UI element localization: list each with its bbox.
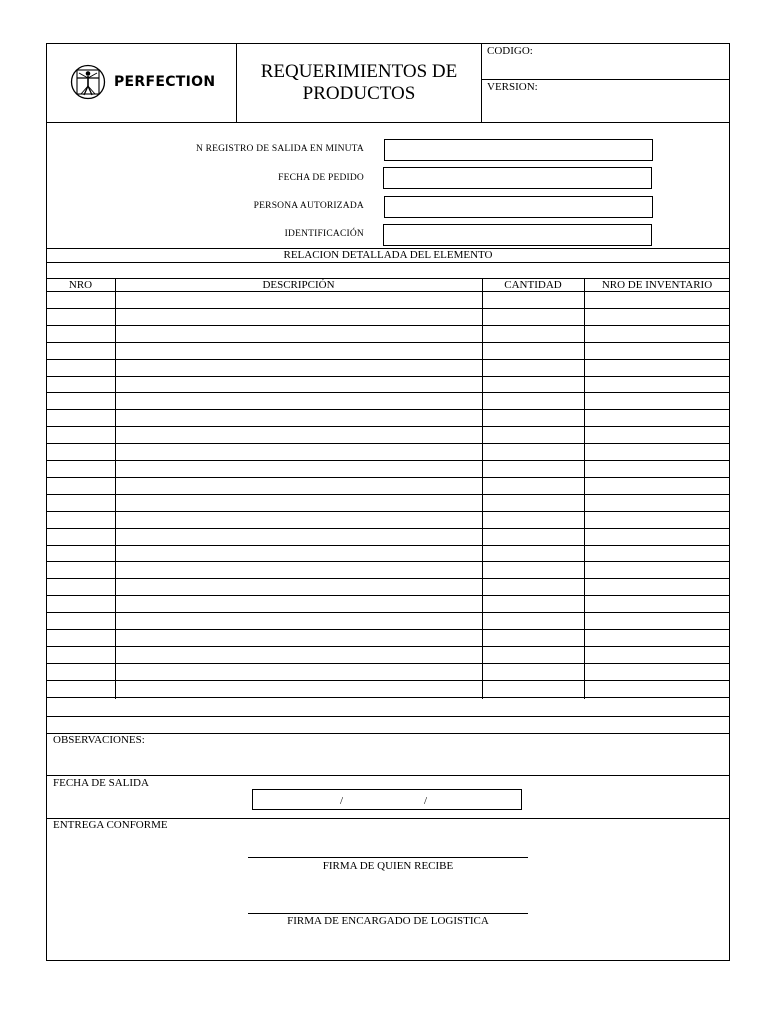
signature-line-logistica[interactable] [248,913,528,914]
date-separator-1: / [340,795,344,807]
title-line-2: PRODUCTOS [302,83,416,104]
firma-recibe-label: FIRMA DE QUIEN RECIBE [322,860,454,872]
column-header-nro: NRO [68,279,93,291]
date-separator-2: / [424,795,428,807]
table-row[interactable] [46,646,730,647]
observaciones-label: OBSERVACIONES: [53,734,145,746]
table-row[interactable] [46,680,730,681]
table-row[interactable] [46,325,730,326]
table-row[interactable] [46,545,730,546]
table-row[interactable] [46,342,730,343]
column-header-descripcion: DESCRIPCIÓN [262,279,335,291]
registro-field[interactable] [384,139,653,161]
identificacion-label: IDENTIFICACIÓN [284,229,364,239]
registro-label: N REGISTRO DE SALIDA EN MINUTA [195,144,364,154]
table-row[interactable] [46,511,730,512]
table-row[interactable] [46,392,730,393]
persona-autorizada-field[interactable] [384,196,653,218]
table-row[interactable] [46,494,730,495]
page-title [237,61,481,105]
signature-line-recibe[interactable] [248,857,528,858]
table-row[interactable] [46,477,730,478]
table-row[interactable] [46,308,730,309]
header-divider [46,122,730,123]
observaciones-top [46,733,730,734]
identificacion-field[interactable] [383,224,652,246]
fecha-pedido-label: FECHA DE PEDIDO [278,173,364,183]
title-line-1: REQUERIMIENTOS DE [260,61,458,82]
table-row[interactable] [46,595,730,596]
fecha-salida-field[interactable] [252,789,522,810]
table-row[interactable] [46,460,730,461]
table-row[interactable] [46,578,730,579]
table-row[interactable] [46,663,730,664]
table-row[interactable] [46,528,730,529]
table-row[interactable] [46,612,730,613]
version-label: VERSION: [487,81,538,93]
table-row[interactable] [46,376,730,377]
entrega-conforme-label: ENTREGA CONFORME [53,819,168,831]
table-row[interactable] [46,409,730,410]
firma-logistica-label: FIRMA DE ENCARGADO DE LOGISTICA [287,915,489,927]
table-section-title: RELACION DETALLADA DEL ELEMENTO [283,249,493,261]
table-row[interactable] [46,629,730,630]
observaciones-bottom [46,775,730,776]
table-row[interactable] [46,561,730,562]
table-row[interactable] [46,443,730,444]
fecha-salida-label: FECHA DE SALIDA [53,777,149,789]
codigo-label: CODIGO: [487,45,533,57]
fecha-pedido-field[interactable] [383,167,652,189]
table-header-bottom [46,291,730,292]
vitruvian-logo-icon [70,64,106,100]
table-row[interactable] [46,697,730,698]
codigo-version-divider [481,79,730,80]
persona-autorizada-label: PERSONA AUTORIZADA [253,201,364,211]
spacer-row-divider [46,716,730,717]
column-header-cantidad: CANTIDAD [504,279,562,291]
table-row[interactable] [46,426,730,427]
observaciones-area[interactable] [46,747,730,775]
column-header-inventario: NRO DE INVENTARIO [601,279,713,291]
table-title-bottom [46,262,730,263]
table-row[interactable] [46,359,730,360]
header-divider-v2 [481,43,482,123]
logo-text: PERFECTION [114,74,216,90]
